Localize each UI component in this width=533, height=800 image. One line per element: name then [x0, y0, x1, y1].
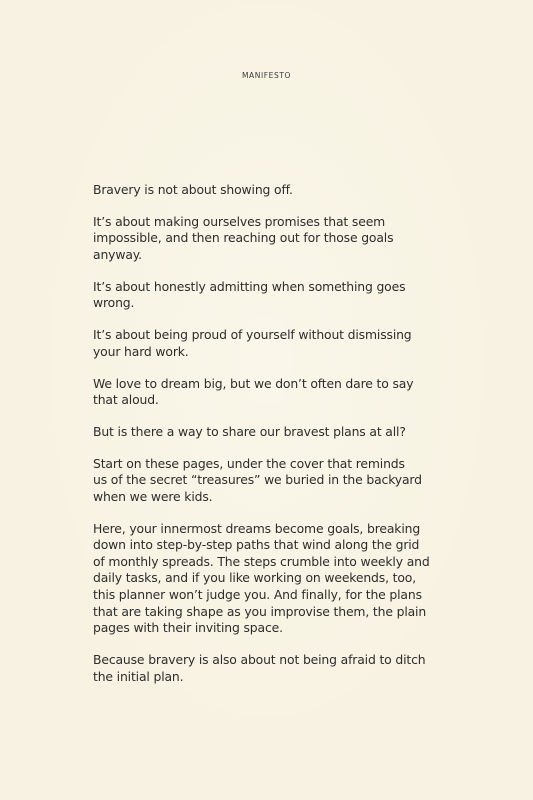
- manifesto-body: [93, 182, 445, 700]
- paragraph: Because bravery is also about not being afraid to ditch the initial plan.: [93, 651, 426, 684]
- paragraph: We love to dream big, but we don’t often dare to say that aloud.: [93, 375, 414, 408]
- paragraph: It’s about making ourselves promises that seem impossible, and then reaching out for those goals anyway.: [93, 213, 394, 262]
- paragraph: Bravery is not about showing off.: [93, 182, 293, 197]
- paragraph: It’s about being proud of yourself without dismissing your hard work.: [93, 327, 412, 359]
- paragraph: But is there a way to share our bravest plans at all?: [93, 423, 406, 439]
- page-title: MANIFESTO: [241, 71, 292, 80]
- paragraph: Here, your innermost dreams become goals, breaking down into step-by-step paths that wind along the grid of monthly spreads. The steps crumble into weekly and daily tasks, and if you like working on weekends, too, this planner won’t judge you. And finally, for the plans that are taking shape as you improvise them, the plain pages with their inviting space.: [93, 520, 430, 636]
- paragraph: It’s about honestly admitting when something goes wrong.: [93, 278, 406, 311]
- paragraph: Start on these pages, under the cover that reminds us of the secret “treasures” we buried in the backyard when we were kids.: [93, 455, 422, 504]
